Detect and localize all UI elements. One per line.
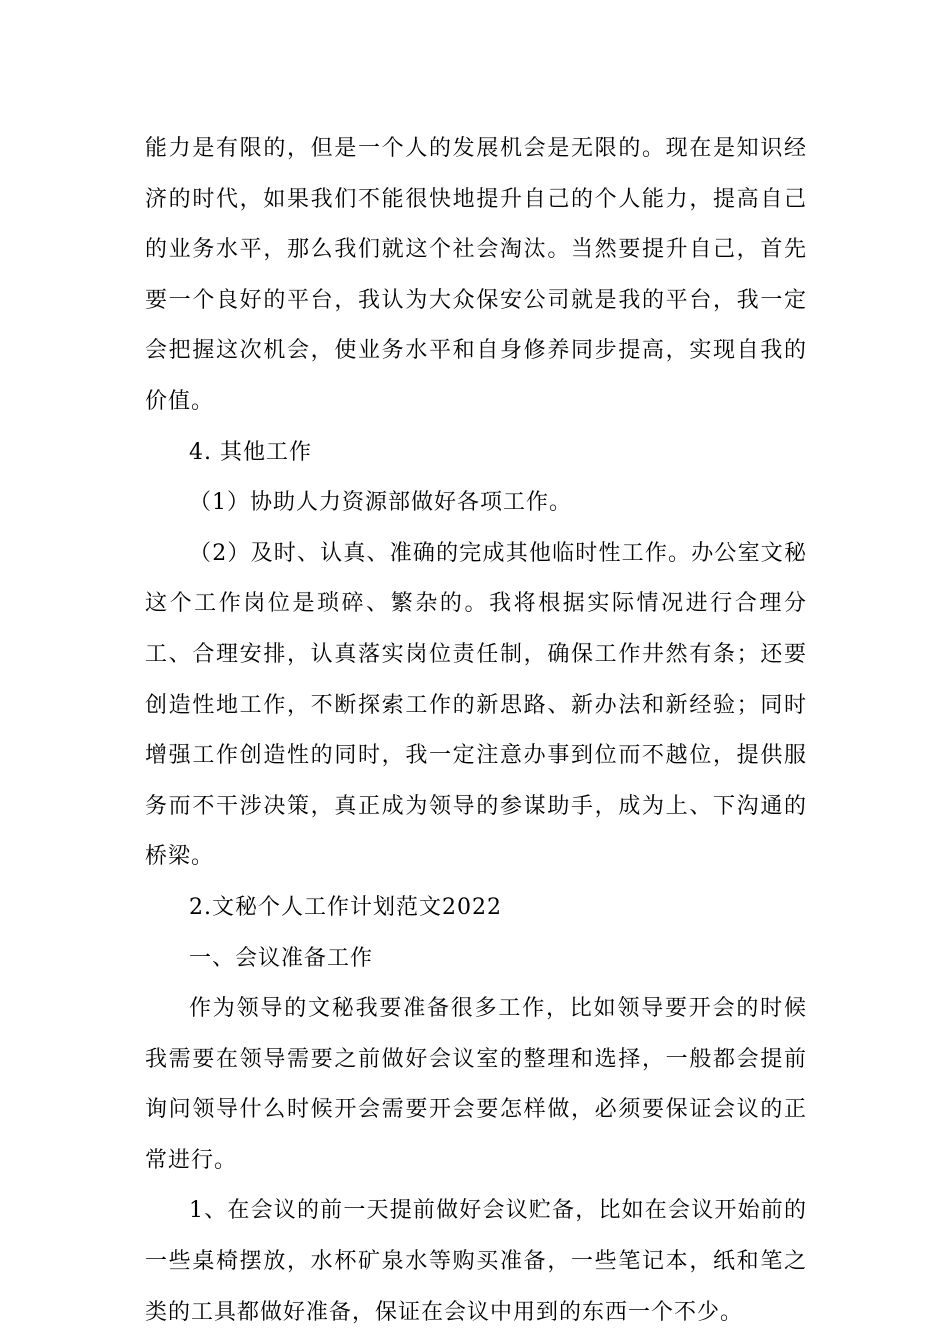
paragraph-meeting-item-1: 1、在会议的前一天提前做好会议贮备，比如在会议开始前的一些桌椅摆放，水杯矿泉水等购买准备，一些笔记本，纸和笔之类的工具都做好准备，保证在会议中用到的东西一个不少。	[145, 1198, 807, 1325]
paragraph-meeting-prep: 作为领导的文秘我要准备很多工作，比如领导要开会的时候我需要在领导需要之前做好会议室的整理和选择，一般都会提前询问领导什么时候开会需要开会要怎样做，必须要保证会议的正常进行。	[145, 996, 807, 1173]
section-heading-other-work: 4. 其他工作	[189, 439, 312, 465]
section-heading-meeting-prep: 一、会议准备工作	[189, 945, 374, 971]
document-title-2022: 2.文秘个人工作计划范文2022	[189, 894, 502, 920]
document-body	[145, 124, 807, 1338]
list-item-1: （1）协助人力资源部做好各项工作。	[189, 490, 572, 516]
paragraph-continuation: 能力是有限的，但是一个人的发展机会是无限的。现在是知识经济的时代，如果我们不能很快地提升自己的个人能力，提高自己的业务水平，那么我们就这个社会淘汰。当然要提升自己，首先要一个良好的平台，我认为大众保安公司就是我的平台，我一定会把握这次机会，使业务水平和自身修养同步提高，实现自我的价值。	[145, 136, 807, 414]
list-item-2: （2）及时、认真、准确的完成其他临时性工作。办公室文秘这个工作岗位是琐碎、繁杂的。我将根据实际情况进行合理分工、合理安排，认真落实岗位责任制，确保工作井然有条；还要创造性地工作，不断探索工作的新思路、新办法和新经验；同时增强工作创造性的同时，我一定注意办事到位而不越位，提供服务而不干涉决策，真正成为领导的参谋助手，成为上、下沟通的桥梁。	[145, 540, 807, 870]
